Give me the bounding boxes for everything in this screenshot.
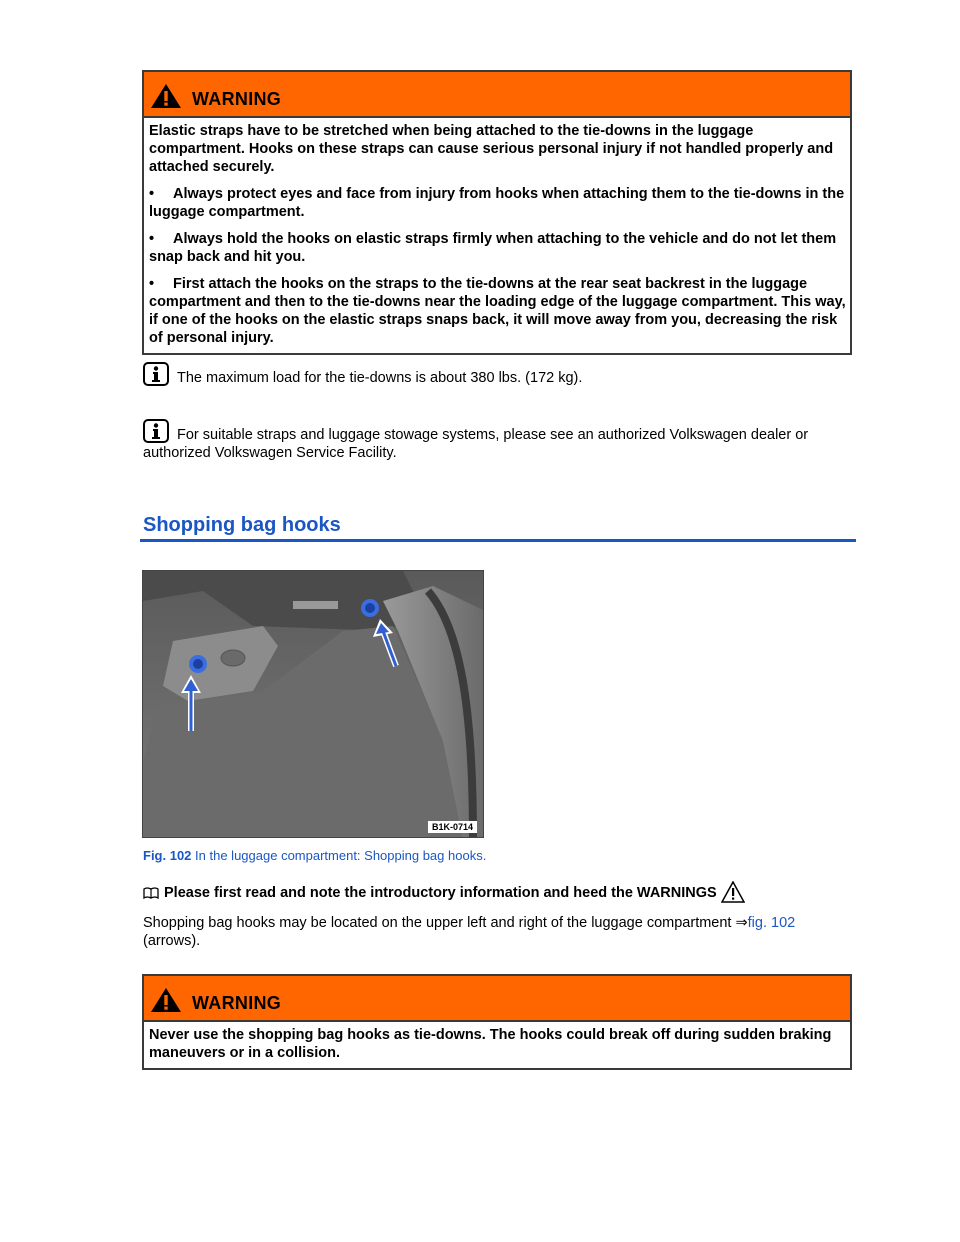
luggage-compartment-illustration — [143, 571, 484, 838]
note-text: For suitable straps and luggage stowage systems, please see an authorized Volkswagen dealer or authorized Volkswagen Service Facility. — [143, 427, 809, 461]
note-text: The maximum load for the tie-downs is about 380 lbs. (172 kg). — [177, 370, 583, 386]
warning-title: WARNING — [192, 993, 282, 1013]
warning-bullet: • Always protect eyes and face from injury from hooks when attaching them to the tie-downs in the luggage compartment. — [149, 186, 845, 220]
read-first-note — [143, 881, 745, 903]
read-note-text: Please first read and note the introductory information and heed the WARNINGS — [164, 885, 717, 901]
warning-intro: Elastic straps have to be stretched when being attached to the tie-downs in the luggage compartment. Hooks on these straps can cause serious personal injury if not handled properly and attached securely. — [149, 123, 834, 175]
body-paragraph: Shopping bag hooks may be located on the upper left and right of the luggage compartment ⇒fig. 102 (arrows). — [143, 915, 796, 949]
warning-triangle-icon — [150, 83, 182, 109]
figure-luggage-compartment — [142, 570, 484, 838]
note-max-load — [143, 362, 853, 387]
section-rule — [140, 539, 856, 542]
warning-header — [144, 72, 850, 118]
warning-bullet: • Always hold the hooks on elastic straps firmly when attaching to the vehicle and do not let them snap back and hit you. — [149, 231, 837, 265]
note-straps — [143, 419, 853, 462]
caption-text: In the luggage compartment: Shopping bag hooks. — [195, 848, 487, 863]
info-icon — [143, 362, 169, 386]
section-title: Shopping bag hooks — [143, 514, 341, 536]
figure-link[interactable]: fig. 102 — [747, 915, 796, 931]
warning-body — [144, 118, 850, 353]
info-icon — [143, 419, 169, 443]
book-icon — [143, 887, 159, 899]
warning-body — [144, 1022, 850, 1068]
caption-label: Fig. 102 — [143, 848, 192, 863]
warning-text: Never use the shopping bag hooks as tie-downs. The hooks could break off during sudden braking maneuvers or in a collision. — [149, 1027, 832, 1061]
warning-box-tiedowns — [142, 70, 852, 355]
figure-caption — [143, 848, 486, 863]
warning-title: WARNING — [192, 89, 282, 109]
warning-triangle-icon — [721, 881, 745, 903]
warning-box-hooks — [142, 974, 852, 1070]
warning-bullet: • First attach the hooks on the straps to the tie-downs at the rear seat backrest in the luggage compartment and then to the tie-downs near the loading edge of the luggage compartment. This way, if one of the hooks on the elastic straps snaps back, it will move away from you, decreasing the risk of personal injury. — [149, 276, 846, 346]
warning-header — [144, 976, 850, 1022]
figure-code: B1K-0714 — [428, 821, 477, 833]
warning-triangle-icon — [150, 987, 182, 1013]
